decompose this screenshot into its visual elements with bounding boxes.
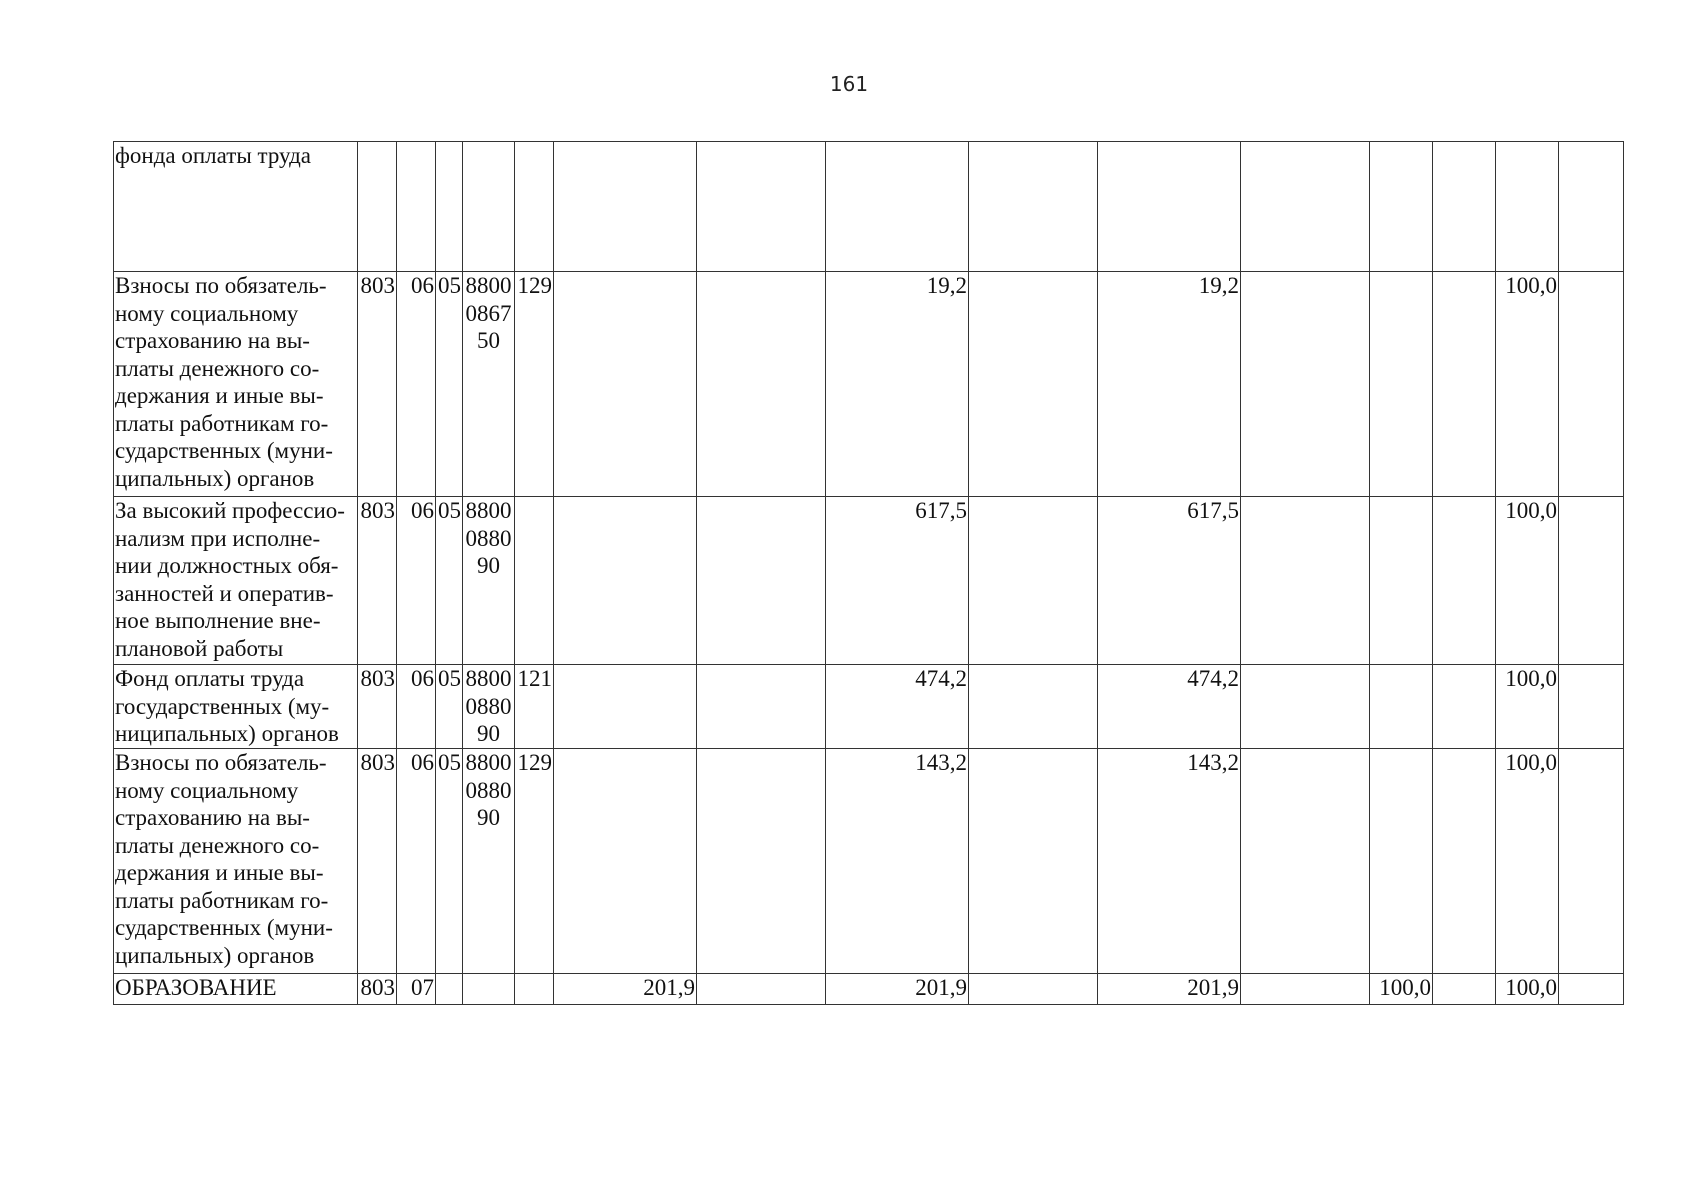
amount-col-2-cell [697, 272, 826, 497]
amount-col-4-cell [969, 974, 1098, 1005]
percent-col-3-cell: 100,0 [1496, 665, 1559, 749]
amount-col-2-cell [697, 974, 826, 1005]
row-name-cell: Взносы по обязатель- ному социальному страхованию на вы- платы денежного со- держания и иные вы- платы работникам го- сударственных (муни- ципальных) органов [114, 272, 358, 497]
table-body [114, 142, 1624, 1005]
razdel-cell: 07 [397, 974, 436, 1005]
target-article-cell: 8800 0880 90 [463, 749, 515, 974]
percent-col-2-cell [1433, 272, 1496, 497]
podrazdel-cell: 05 [436, 665, 463, 749]
percent-col-3-cell: 100,0 [1496, 272, 1559, 497]
percent-col-3-cell: 100,0 [1496, 974, 1559, 1005]
table-row [114, 749, 1624, 974]
row-name-cell: ОБРАЗОВАНИЕ [114, 974, 358, 1005]
razdel-cell: 06 [397, 272, 436, 497]
amount-col-3-cell: 201,9 [826, 974, 969, 1005]
percent-col-1-cell [1370, 142, 1433, 272]
percent-col-3-cell: 100,0 [1496, 497, 1559, 665]
amount-col-2-cell [697, 497, 826, 665]
expense-type-cell [515, 497, 554, 665]
amount-col-3-cell [826, 142, 969, 272]
amount-col-2-cell [697, 749, 826, 974]
amount-col-5-cell [1098, 142, 1241, 272]
expense-type-cell [515, 974, 554, 1005]
amount-col-6-cell [1241, 974, 1370, 1005]
amount-col-3-cell: 143,2 [826, 749, 969, 974]
razdel-cell: 06 [397, 497, 436, 665]
percent-col-2-cell [1433, 665, 1496, 749]
podrazdel-cell: 05 [436, 749, 463, 974]
amount-col-5-cell: 474,2 [1098, 665, 1241, 749]
amount-col-5-cell: 617,5 [1098, 497, 1241, 665]
amount-col-5-cell: 201,9 [1098, 974, 1241, 1005]
ved-cell: 803 [358, 749, 397, 974]
target-article-cell: 8800 0880 90 [463, 497, 515, 665]
podrazdel-cell [436, 142, 463, 272]
percent-col-1-cell [1370, 665, 1433, 749]
percent-col-2-cell [1433, 974, 1496, 1005]
amount-col-1-cell [554, 665, 697, 749]
percent-col-2-cell [1433, 142, 1496, 272]
ved-cell: 803 [358, 497, 397, 665]
percent-col-3-cell [1496, 142, 1559, 272]
expense-type-cell [515, 142, 554, 272]
amount-col-6-cell [1241, 665, 1370, 749]
amount-col-6-cell [1241, 497, 1370, 665]
expense-type-cell: 129 [515, 749, 554, 974]
expense-type-cell: 121 [515, 665, 554, 749]
percent-col-4-cell [1559, 749, 1624, 974]
target-article-cell: 8800 0880 90 [463, 665, 515, 749]
target-article-cell [463, 974, 515, 1005]
amount-col-4-cell [969, 497, 1098, 665]
percent-col-2-cell [1433, 749, 1496, 974]
expense-type-cell: 129 [515, 272, 554, 497]
row-name-cell: Фонд оплаты труда государственных (му- ниципальных) органов [114, 665, 358, 749]
percent-col-4-cell [1559, 974, 1624, 1005]
table-row [114, 142, 1624, 272]
amount-col-6-cell [1241, 142, 1370, 272]
amount-col-3-cell: 474,2 [826, 665, 969, 749]
row-name-cell: За высокий профессио- нализм при исполне- нии должностных обя- занностей и оператив- ное выполнение вне- плановой работы [114, 497, 358, 665]
target-article-cell [463, 142, 515, 272]
table-row [114, 272, 1624, 497]
razdel-cell: 06 [397, 665, 436, 749]
budget-table [113, 141, 1624, 1005]
percent-col-4-cell [1559, 497, 1624, 665]
amount-col-4-cell [969, 665, 1098, 749]
amount-col-2-cell [697, 665, 826, 749]
percent-col-1-cell [1370, 272, 1433, 497]
amount-col-6-cell [1241, 749, 1370, 974]
target-article-cell: 8800 0867 50 [463, 272, 515, 497]
amount-col-4-cell [969, 142, 1098, 272]
ved-cell: 803 [358, 665, 397, 749]
amount-col-1-cell [554, 749, 697, 974]
percent-col-1-cell [1370, 497, 1433, 665]
amount-col-6-cell [1241, 272, 1370, 497]
table-row [114, 974, 1624, 1005]
podrazdel-cell [436, 974, 463, 1005]
row-name-cell: Взносы по обязатель- ному социальному страхованию на вы- платы денежного со- держания и иные вы- платы работникам го- сударственных (муни- ципальных) органов [114, 749, 358, 974]
podrazdel-cell: 05 [436, 272, 463, 497]
percent-col-4-cell [1559, 142, 1624, 272]
ved-cell: 803 [358, 272, 397, 497]
amount-col-1-cell [554, 142, 697, 272]
table-row [114, 665, 1624, 749]
amount-col-3-cell: 19,2 [826, 272, 969, 497]
amount-col-5-cell: 143,2 [1098, 749, 1241, 974]
amount-col-5-cell: 19,2 [1098, 272, 1241, 497]
percent-col-4-cell [1559, 665, 1624, 749]
amount-col-1-cell [554, 272, 697, 497]
ved-cell [358, 142, 397, 272]
amount-col-1-cell [554, 497, 697, 665]
razdel-cell: 06 [397, 749, 436, 974]
amount-col-4-cell [969, 272, 1098, 497]
percent-col-1-cell: 100,0 [1370, 974, 1433, 1005]
page-number: 161 [829, 72, 869, 96]
amount-col-3-cell: 617,5 [826, 497, 969, 665]
percent-col-1-cell [1370, 749, 1433, 974]
ved-cell: 803 [358, 974, 397, 1005]
amount-col-1-cell: 201,9 [554, 974, 697, 1005]
percent-col-4-cell [1559, 272, 1624, 497]
percent-col-3-cell: 100,0 [1496, 749, 1559, 974]
razdel-cell [397, 142, 436, 272]
table-row [114, 497, 1624, 665]
row-name-cell: фонда оплаты труда [114, 142, 358, 272]
podrazdel-cell: 05 [436, 497, 463, 665]
amount-col-2-cell [697, 142, 826, 272]
percent-col-2-cell [1433, 497, 1496, 665]
amount-col-4-cell [969, 749, 1098, 974]
